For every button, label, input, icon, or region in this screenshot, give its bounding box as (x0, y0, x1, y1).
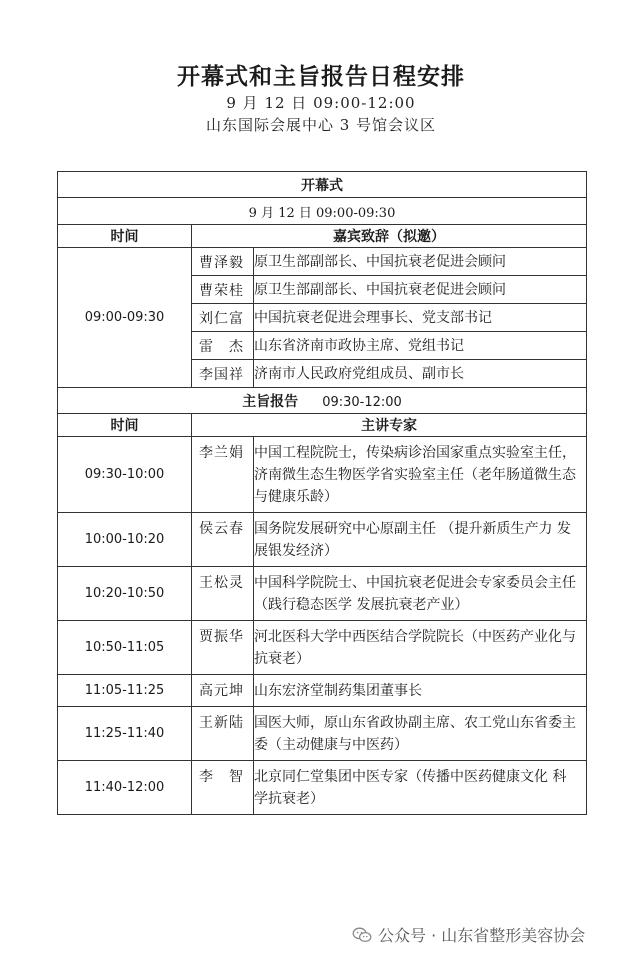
opening-time-row (58, 198, 587, 225)
keynote-row (58, 621, 587, 675)
keynote-slot-time: 10:50-11:05 (58, 621, 192, 675)
keynote-slot-time: 09:30-10:00 (58, 437, 192, 513)
col-header-speech: 嘉宾致辞（拟邀） (192, 225, 587, 248)
opening-title: 开幕式 (58, 172, 587, 198)
speaker-name: 高元坤 (192, 675, 254, 707)
keynote-row (58, 675, 587, 707)
col-header-time: 时间 (58, 225, 192, 248)
wechat-icon (352, 927, 372, 943)
guest-title: 原卫生部副部长、中国抗衰老促进会顾问 (254, 276, 587, 304)
guest-name: 曹泽毅 (192, 248, 254, 276)
opening-title-row (58, 172, 587, 198)
speaker-desc: 河北医科大学中西医结合学院院长（中医药产业化与抗衰老） (254, 621, 587, 675)
schedule-table (57, 171, 587, 815)
speaker-name: 王新陆 (192, 707, 254, 761)
keynote-header-row (58, 414, 587, 437)
keynote-title-row (58, 388, 587, 414)
col-header-expert: 主讲专家 (192, 414, 587, 437)
keynote-slot-time: 10:20-10:50 (58, 567, 192, 621)
guest-row (58, 248, 587, 276)
speaker-name: 贾振华 (192, 621, 254, 675)
speaker-desc: 山东宏济堂制药集团董事长 (254, 675, 587, 707)
speaker-desc: 中国工程院院士，传染病诊治国家重点实验室主任，济南微生态生物医学省实验室主任（老年肠道微生态与健康乐龄） (254, 437, 587, 513)
keynote-row (58, 761, 587, 815)
keynote-row (58, 567, 587, 621)
source-text: 公众号 · 山东省整形美容协会 (378, 926, 586, 945)
speaker-desc: 国医大师，原山东省政协副主席、农工党山东省委主委（主动健康与中医药） (254, 707, 587, 761)
guest-title: 中国抗衰老促进会理事长、党支部书记 (254, 304, 587, 332)
opening-slot-time: 09:00-09:30 (58, 248, 192, 388)
speaker-name: 李兰娟 (192, 437, 254, 513)
keynote-row (58, 437, 587, 513)
page-title: 开幕式和主旨报告日程安排 (177, 63, 465, 90)
guest-title: 山东省济南市政协主席、党组书记 (254, 332, 587, 360)
document-header (0, 62, 642, 136)
keynote-slot-time: 10:00-10:20 (58, 513, 192, 567)
keynote-slot-time: 11:25-11:40 (58, 707, 192, 761)
guest-name: 曹荣桂 (192, 276, 254, 304)
speaker-desc: 中国科学院院士、中国抗衰老促进会专家委员会主任（践行稳态医学 发展抗衰老产业） (254, 567, 587, 621)
speaker-name: 李 智 (192, 761, 254, 815)
guest-name: 雷 杰 (192, 332, 254, 360)
keynote-row (58, 513, 587, 567)
keynote-row (58, 707, 587, 761)
speaker-name: 王松灵 (192, 567, 254, 621)
keynote-slot-time: 11:40-12:00 (58, 761, 192, 815)
opening-time: 9 月 12 日 09:00-09:30 (58, 198, 587, 225)
col-header-time: 时间 (58, 414, 192, 437)
guest-title: 济南市人民政府党组成员、副市长 (254, 360, 587, 388)
speaker-desc: 国务院发展研究中心原副主任 （提升新质生产力 发展银发经济） (254, 513, 587, 567)
keynote-slot-time: 11:05-11:25 (58, 675, 192, 707)
guest-name: 李国祥 (192, 360, 254, 388)
guest-title: 原卫生部副部长、中国抗衰老促进会顾问 (254, 248, 587, 276)
keynote-time: 09:30-12:00 (322, 394, 402, 410)
source-watermark (352, 923, 585, 946)
opening-header-row (58, 225, 587, 248)
speaker-name: 侯云春 (192, 513, 254, 567)
speaker-desc: 北京同仁堂集团中医专家（传播中医药健康文化 科学抗衰老） (254, 761, 587, 815)
event-venue: 山东国际会展中心 3 号馆会议区 (205, 116, 437, 134)
guest-name: 刘仁富 (192, 304, 254, 332)
keynote-title: 主旨报告 (242, 393, 299, 410)
event-datetime: 9 月 12 日 09:00-12:00 (226, 94, 416, 112)
